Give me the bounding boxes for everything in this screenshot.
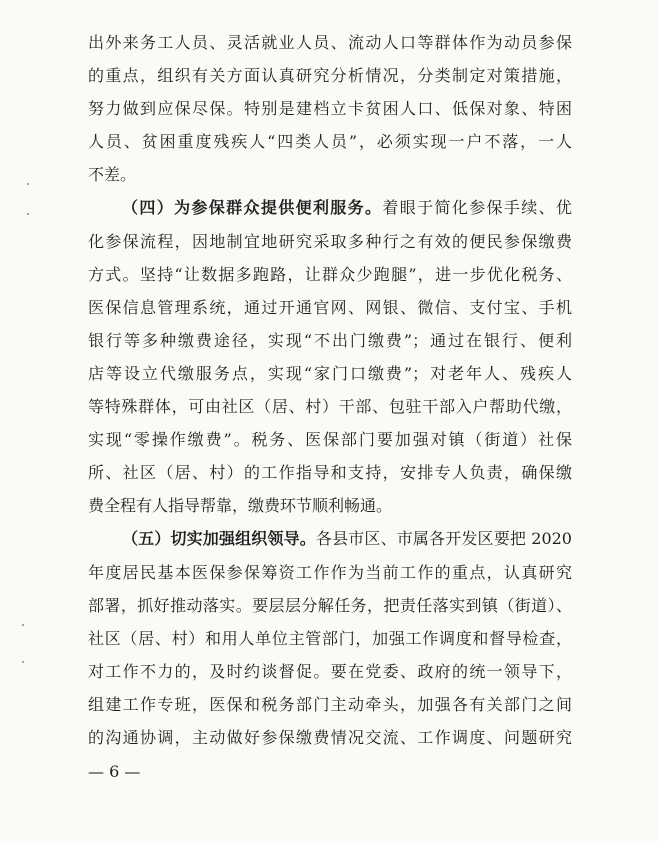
scan-speck — [27, 183, 29, 185]
paragraph-organizational-leadership — [88, 522, 572, 754]
text-line: 方式。坚持“让数据多跑路，让群众少跑腿”，进一步优化税务、 — [88, 264, 572, 284]
text-line: 银行等多种缴费途径，实现“不出门缴费”；通过在银行、便利 — [88, 330, 572, 350]
text-line: 店等设立代缴服务点，实现“家门口缴费”；对老年人、残疾人 — [88, 363, 572, 383]
paragraph-target-groups — [88, 26, 572, 191]
text-line: 努力做到应保尽保。特别是建档立卡贫困人口、低保对象、特困 — [88, 99, 572, 119]
text-line: 部署，抓好推动落实。要层层分解任务，把责任落实到镇（街道）、 — [88, 595, 572, 615]
scan-speck — [22, 624, 24, 626]
text-line: 年度居民基本医保参保筹资工作作为当前工作的重点，认真研究 — [88, 562, 572, 582]
section-heading: （五）切实加强组织领导。 — [122, 529, 316, 549]
scan-speck — [22, 661, 24, 663]
page-number: — 6 — — [88, 762, 141, 781]
section-heading: （四）为参保群众提供便利服务。 — [122, 198, 383, 218]
text-line — [122, 522, 572, 555]
text-line: 不差。 — [88, 165, 137, 185]
text-line: 社区（居、村）和用人单位主管部门，加强工作调度和督导检查， — [88, 628, 572, 648]
text-line: 费全程有人指导帮靠，缴费环节顺利畅通。 — [88, 496, 393, 516]
text-line: 等特殊群体，可由社区（居、村）干部、包驻干部入户帮助代缴， — [88, 397, 572, 417]
text-line: 出外来务工人员、灵活就业人员、流动人口等群体作为动员参保 — [88, 33, 572, 52]
text-line: 组建工作专班，医保和税务部门主动牵头，加强各有关部门之间 — [88, 694, 572, 714]
text-line: 对工作不力的，及时约谈督促。要在党委、政府的统一领导下， — [88, 661, 572, 681]
text-run: 各县市区、市属各开发区要把 2020 — [315, 529, 572, 549]
text-line: 实现“零操作缴费”。税务、医保部门要加强对镇（街道）社保 — [88, 430, 572, 450]
text-line: 化参保流程，因地制宜地研究采取多种行之有效的便民参保缴费 — [88, 231, 572, 251]
text-line: 的沟通协调，主动做好参保缴费情况交流、工作调度、问题研究 — [88, 727, 572, 747]
text-line: 所、社区（居、村）的工作指导和支持，安排专人负责，确保缴 — [88, 463, 572, 483]
text-line: 的重点，组织有关方面认真研究分析情况，分类制定对策措施， — [88, 66, 572, 86]
paragraph-convenient-service — [88, 191, 572, 522]
scan-speck — [27, 213, 29, 215]
text-line: 医保信息管理系统，通过开通官网、网银、微信、支付宝、手机 — [88, 297, 572, 317]
body-text — [88, 26, 572, 754]
text-run: 着眼于简化参保手续、优 — [382, 198, 572, 218]
text-line — [122, 191, 572, 224]
text-line: 人员、贫困重度残疾人“四类人员”，必须实现一户不落，一人 — [88, 132, 572, 152]
